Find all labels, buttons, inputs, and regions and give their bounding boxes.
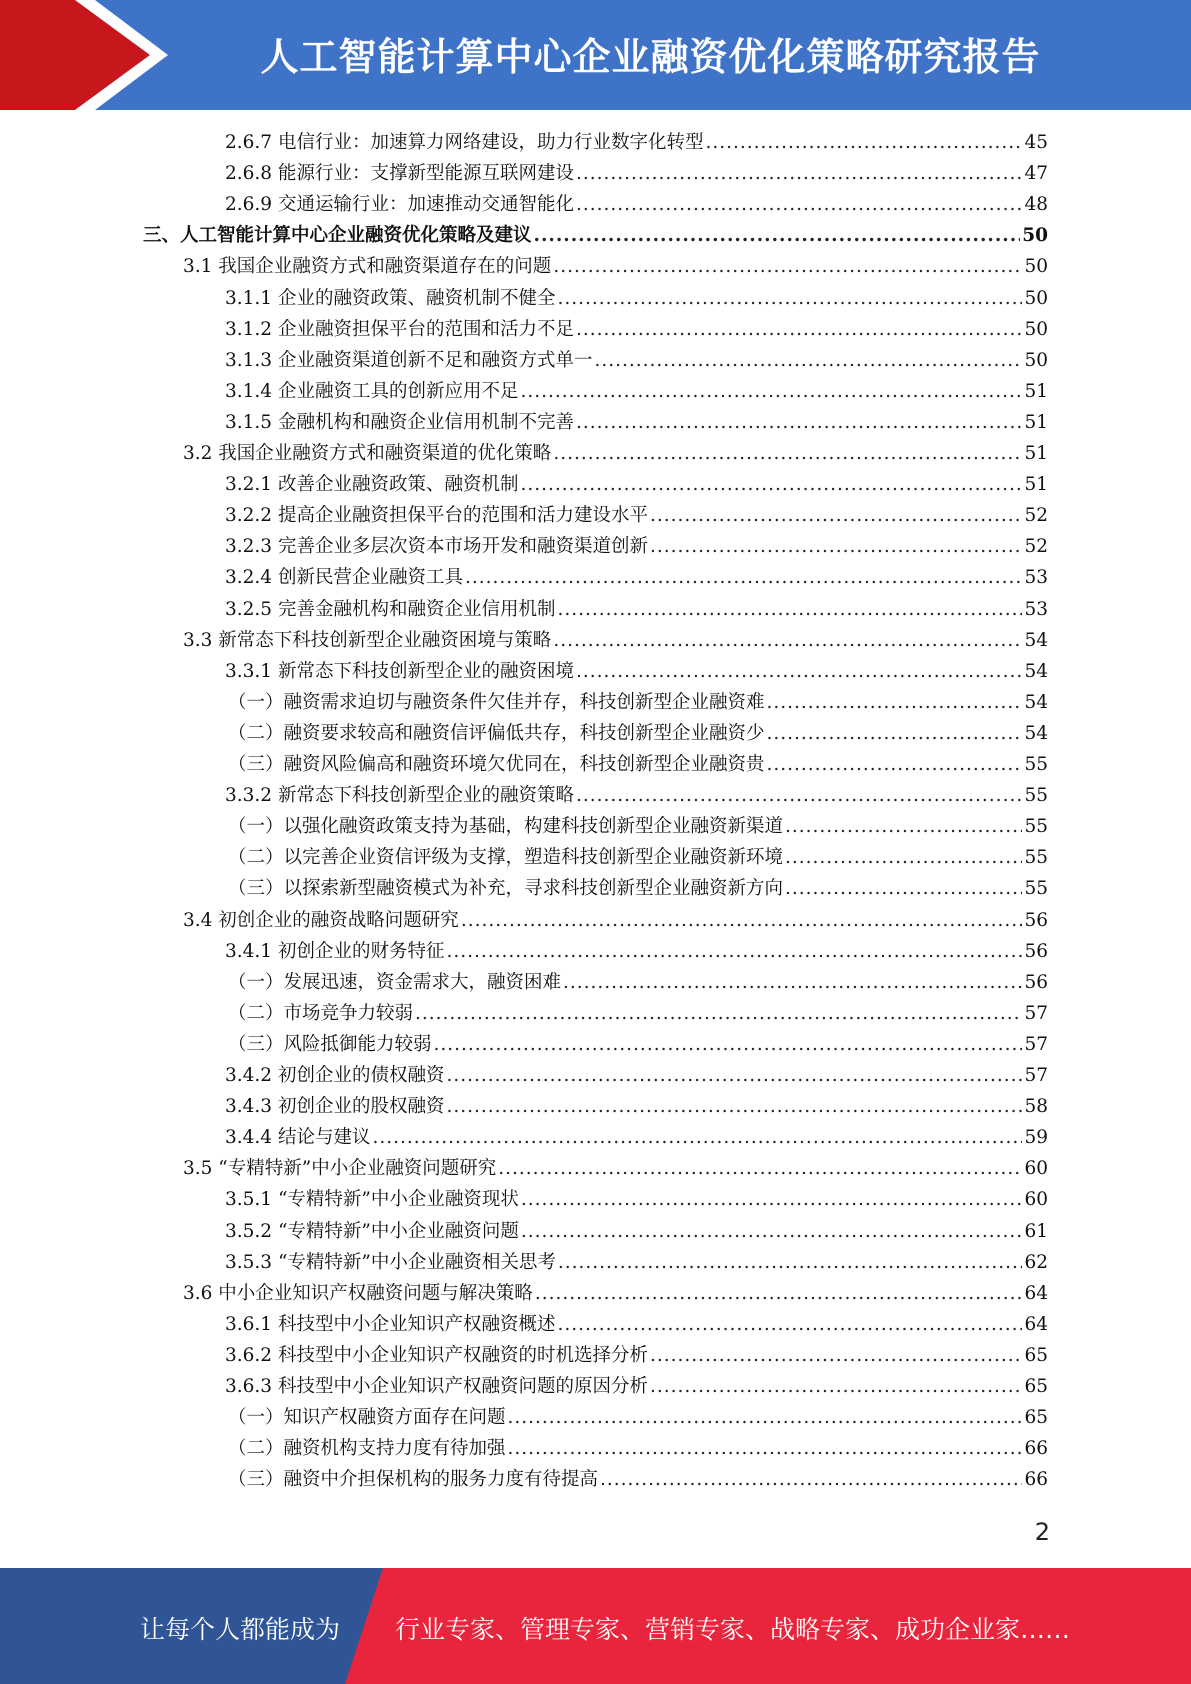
toc-entry-title: 3.5.3 “专精特新”中小企业融资相关思考 bbox=[225, 1251, 556, 1273]
page-footer bbox=[0, 1568, 1191, 1684]
toc-leader-dots bbox=[650, 1340, 1022, 1371]
toc-entry-title: 3.6.3 科技型中小企业知识产权融资问题的原因分析 bbox=[225, 1376, 648, 1397]
toc-entry-page: 62 bbox=[1024, 1251, 1048, 1273]
toc-entry-title: 3.2 我国企业融资方式和融资渠道的优化策略 bbox=[183, 443, 552, 464]
toc-leader-dots bbox=[767, 718, 1023, 749]
toc-entry[interactable] bbox=[225, 376, 1048, 407]
toc-entry-page: 51 bbox=[1024, 411, 1048, 433]
toc-entry-title: 2.6.9 交通运输行业：加速推动交通智能化 bbox=[225, 194, 574, 216]
toc-leader-dots bbox=[557, 594, 1022, 625]
toc-entry-title: 3.1 我国企业融资方式和融资渠道存在的问题 bbox=[183, 256, 552, 278]
toc-entry[interactable] bbox=[143, 220, 1048, 251]
toc-entry-title: 3.3.1 新常态下科技创新型企业的融资困境 bbox=[225, 660, 574, 682]
toc-entry-page: 60 bbox=[1024, 1158, 1048, 1180]
toc-entry-page: 64 bbox=[1024, 1282, 1048, 1304]
toc-entry-title: 三、人工智能计算中心企业融资优化策略及建议 bbox=[143, 225, 532, 247]
toc-entry[interactable] bbox=[228, 842, 1048, 873]
toc-entry-title: （一）发展迅速，资金需求大，融资困难 bbox=[228, 971, 562, 993]
toc-entry-page: 58 bbox=[1024, 1096, 1048, 1118]
toc-leader-dots bbox=[521, 1216, 1023, 1247]
toc-entry-page: 52 bbox=[1024, 505, 1048, 527]
toc-entry-page: 54 bbox=[1024, 660, 1048, 682]
toc-leader-dots bbox=[434, 1029, 1023, 1060]
toc-leader-dots bbox=[576, 158, 1022, 189]
toc-leader-dots bbox=[558, 1247, 1023, 1278]
toc-leader-dots bbox=[557, 283, 1022, 314]
toc-leader-dots bbox=[461, 905, 1023, 936]
toc-entry-title: （三）风险抵御能力较弱 bbox=[228, 1033, 432, 1055]
toc-entry-page: 50 bbox=[1024, 287, 1048, 309]
toc-entry-page: 50 bbox=[1022, 225, 1048, 247]
toc-entry[interactable] bbox=[225, 407, 1048, 438]
toc-entry-page: 53 bbox=[1024, 598, 1048, 620]
toc-entry[interactable] bbox=[225, 562, 1048, 593]
toc-leader-dots bbox=[498, 1153, 1022, 1184]
toc-entry-title: （三）融资风险偏高和融资环境欠优同在，科技创新型企业融资贵 bbox=[228, 754, 765, 775]
toc-entry-title: 3.6 中小企业知识产权融资问题与解决策略 bbox=[183, 1282, 533, 1304]
toc-leader-dots bbox=[785, 873, 1022, 904]
toc-leader-dots bbox=[415, 998, 1022, 1029]
toc-leader-dots bbox=[785, 811, 1022, 842]
toc-entry[interactable] bbox=[228, 687, 1048, 718]
toc-entry[interactable] bbox=[225, 1309, 1048, 1340]
toc-entry-page: 48 bbox=[1024, 194, 1048, 216]
toc-entry[interactable] bbox=[225, 158, 1048, 189]
toc-leader-dots bbox=[594, 345, 1022, 376]
toc-entry-page: 55 bbox=[1024, 785, 1048, 807]
toc-entry[interactable] bbox=[228, 873, 1048, 904]
toc-leader-dots bbox=[785, 842, 1022, 873]
toc-entry-title: 3.5 “专精特新”中小企业融资问题研究 bbox=[183, 1158, 497, 1180]
toc-entry[interactable] bbox=[225, 1060, 1048, 1091]
toc-entry-page: 50 bbox=[1024, 349, 1048, 371]
toc-entry[interactable] bbox=[228, 998, 1048, 1029]
toc-entry[interactable] bbox=[225, 531, 1048, 562]
toc-entry-title: 3.1.3 企业融资渠道创新不足和融资方式单一 bbox=[225, 349, 593, 371]
toc-entry-title: 3.2.5 完善金融机构和融资企业信用机制 bbox=[225, 598, 556, 620]
toc-entry[interactable] bbox=[225, 1247, 1048, 1278]
toc-entry-title: 3.1.2 企业融资担保平台的范围和活力不足 bbox=[225, 318, 574, 340]
toc-entry-title: 3.2.4 创新民营企业融资工具 bbox=[225, 567, 463, 589]
toc-leader-dots bbox=[535, 1278, 1023, 1309]
toc-entry-title: （一）融资需求迫切与融资条件欠佳并存，科技创新型企业融资难 bbox=[228, 691, 765, 713]
toc-entry[interactable] bbox=[183, 1153, 1048, 1184]
toc-entry-title: （一）以强化融资政策支持为基础，构建科技创新型企业融资新渠道 bbox=[228, 816, 784, 838]
toc-leader-dots bbox=[557, 1309, 1022, 1340]
footer-slogan-left: 让每个人都能成为 bbox=[140, 1615, 341, 1644]
toc-entry[interactable] bbox=[225, 189, 1048, 220]
toc-leader-dots bbox=[600, 1464, 1022, 1495]
toc-entry-page: 65 bbox=[1024, 1376, 1048, 1397]
toc-leader-dots bbox=[465, 562, 1022, 593]
toc-entry[interactable] bbox=[225, 500, 1048, 531]
toc-entry-title: 3.4.4 结论与建议 bbox=[225, 1127, 371, 1149]
toc-entry-page: 57 bbox=[1024, 1065, 1048, 1086]
toc-entry-title: 3.2.1 改善企业融资政策、融资机制 bbox=[225, 474, 519, 496]
toc-leader-dots bbox=[508, 1433, 1023, 1464]
toc-entry[interactable] bbox=[228, 749, 1048, 780]
toc-entry-title: （三）融资中介担保机构的服务力度有待提高 bbox=[228, 1469, 599, 1491]
toc-entry[interactable] bbox=[225, 1216, 1048, 1247]
toc-entry-page: 50 bbox=[1024, 318, 1048, 340]
toc-entry-page: 57 bbox=[1024, 1033, 1048, 1055]
toc-leader-dots bbox=[446, 1060, 1022, 1091]
toc-leader-dots bbox=[553, 251, 1022, 282]
toc-leader-dots bbox=[553, 625, 1022, 656]
toc-entry-title: 2.6.7 电信行业：加速算力网络建设，助力行业数字化转型 bbox=[225, 132, 704, 153]
toc-leader-dots bbox=[372, 1122, 1022, 1153]
toc-entry-page: 52 bbox=[1024, 536, 1048, 558]
toc-entry-title: 3.2.2 提高企业融资担保平台的范围和活力建设水平 bbox=[225, 505, 648, 527]
document-title: 人工智能计算中心企业融资优化策略研究报告 bbox=[260, 35, 1041, 79]
toc-leader-dots bbox=[650, 1371, 1022, 1402]
toc-entry-page: 61 bbox=[1024, 1220, 1048, 1242]
toc-entry-page: 55 bbox=[1024, 847, 1048, 869]
toc-leader-dots bbox=[563, 967, 1022, 998]
toc-leader-dots bbox=[576, 780, 1022, 811]
toc-entry[interactable] bbox=[228, 1433, 1048, 1464]
toc-entry-page: 64 bbox=[1024, 1313, 1048, 1335]
toc-leader-dots bbox=[534, 220, 1021, 251]
toc-entry-title: （二）市场竞争力较弱 bbox=[228, 1002, 414, 1024]
toc-entry[interactable] bbox=[225, 1091, 1048, 1122]
toc-entry[interactable] bbox=[225, 1340, 1048, 1371]
toc-entry-page: 59 bbox=[1024, 1127, 1048, 1149]
toc-entry-title: 3.3 新常态下科技创新型企业融资困境与策略 bbox=[183, 629, 552, 651]
toc-entry[interactable] bbox=[183, 1278, 1048, 1309]
toc-leader-dots bbox=[576, 407, 1022, 438]
footer-slogan-right: 行业专家、管理专家、营销专家、战略专家、成功企业家…… bbox=[395, 1615, 1071, 1644]
toc-leader-dots bbox=[446, 1091, 1022, 1122]
toc-entry-title: 3.6.1 科技型中小企业知识产权融资概述 bbox=[225, 1313, 556, 1335]
toc-entry[interactable] bbox=[183, 438, 1048, 469]
toc-entry-page: 51 bbox=[1024, 474, 1048, 496]
toc-entry[interactable] bbox=[225, 345, 1048, 376]
toc-entry-title: 3.4 初创企业的融资战略问题研究 bbox=[183, 909, 459, 931]
toc-entry[interactable] bbox=[183, 905, 1048, 936]
toc-entry-page: 53 bbox=[1024, 567, 1048, 589]
toc-entry[interactable] bbox=[228, 1464, 1048, 1495]
toc-entry-page: 54 bbox=[1024, 629, 1048, 651]
toc-entry-page: 51 bbox=[1024, 443, 1048, 464]
toc-entry-title: 3.4.3 初创企业的股权融资 bbox=[225, 1096, 445, 1118]
toc-entry[interactable] bbox=[228, 1402, 1048, 1433]
toc-entry-page: 45 bbox=[1024, 132, 1048, 153]
toc-entry[interactable] bbox=[225, 127, 1048, 158]
toc-entry[interactable] bbox=[225, 936, 1048, 967]
toc-leader-dots bbox=[520, 469, 1022, 500]
toc-entry[interactable] bbox=[225, 1371, 1048, 1402]
toc-entry[interactable] bbox=[225, 283, 1048, 314]
toc-entry-page: 56 bbox=[1024, 971, 1048, 993]
toc-leader-dots bbox=[553, 438, 1022, 469]
toc-entry-title: 2.6.8 能源行业：支撑新型能源互联网建设 bbox=[225, 163, 574, 185]
toc-entry[interactable] bbox=[225, 469, 1048, 500]
toc-entry-page: 47 bbox=[1024, 163, 1048, 185]
toc-entry-page: 51 bbox=[1024, 380, 1048, 402]
toc-entry-title: 3.6.2 科技型中小企业知识产权融资的时机选择分析 bbox=[225, 1344, 648, 1366]
toc-entry[interactable] bbox=[183, 625, 1048, 656]
toc-entry-title: 3.1.4 企业融资工具的创新应用不足 bbox=[225, 380, 519, 402]
toc-entry-title: 3.4.2 初创企业的债权融资 bbox=[225, 1065, 445, 1086]
toc-entry-page: 65 bbox=[1024, 1344, 1048, 1366]
toc-leader-dots bbox=[508, 1402, 1023, 1433]
toc-entry-page: 55 bbox=[1024, 816, 1048, 838]
toc-entry-title: （一）知识产权融资方面存在问题 bbox=[228, 1407, 506, 1429]
page-header bbox=[0, 0, 1191, 110]
toc-entry-page: 66 bbox=[1024, 1438, 1048, 1460]
toc-entry-page: 65 bbox=[1024, 1407, 1048, 1429]
toc-leader-dots bbox=[705, 127, 1022, 158]
toc-entry[interactable] bbox=[225, 656, 1048, 687]
toc-entry[interactable] bbox=[228, 811, 1048, 842]
toc-entry-title: 3.4.1 初创企业的财务特征 bbox=[225, 940, 445, 962]
toc-entry-title: 3.1.5 金融机构和融资企业信用机制不完善 bbox=[225, 411, 574, 433]
toc-entry[interactable] bbox=[183, 251, 1048, 282]
toc-entry[interactable] bbox=[225, 1122, 1048, 1153]
toc-entry-page: 57 bbox=[1024, 1002, 1048, 1024]
toc-leader-dots bbox=[576, 189, 1022, 220]
toc-entry-title: 3.2.3 完善企业多层次资本市场开发和融资渠道创新 bbox=[225, 536, 648, 558]
toc-entry[interactable] bbox=[225, 594, 1048, 625]
toc-leader-dots bbox=[767, 749, 1023, 780]
toc-entry[interactable] bbox=[225, 780, 1048, 811]
page-number: 2 bbox=[1034, 1518, 1050, 1546]
toc-entry-title: （三）以探索新型融资模式为补充，寻求科技创新型企业融资新方向 bbox=[228, 878, 784, 900]
toc-entry-page: 60 bbox=[1024, 1189, 1048, 1211]
toc-entry-page: 54 bbox=[1024, 691, 1048, 713]
toc-leader-dots bbox=[576, 656, 1022, 687]
toc-entry-page: 55 bbox=[1024, 878, 1048, 900]
toc-entry[interactable] bbox=[228, 967, 1048, 998]
toc-leader-dots bbox=[521, 1184, 1023, 1215]
toc-leader-dots bbox=[650, 500, 1022, 531]
toc-leader-dots bbox=[650, 531, 1022, 562]
toc-entry-page: 66 bbox=[1024, 1469, 1048, 1491]
toc-entry-title: 3.5.1 “专精特新”中小企业融资现状 bbox=[225, 1189, 519, 1211]
toc-entry-title: （二）融资要求较高和融资信评偏低共存，科技创新型企业融资少 bbox=[228, 722, 765, 744]
toc-entry-page: 55 bbox=[1024, 754, 1048, 775]
toc-entry-title: 3.3.2 新常态下科技创新型企业的融资策略 bbox=[225, 785, 574, 807]
toc-leader-dots bbox=[520, 376, 1022, 407]
toc-leader-dots bbox=[767, 687, 1023, 718]
toc-entry-page: 56 bbox=[1024, 909, 1048, 931]
toc-entry-page: 50 bbox=[1024, 256, 1048, 278]
toc-entry-title: 3.1.1 企业的融资政策、融资机制不健全 bbox=[225, 287, 556, 309]
toc-entry-page: 54 bbox=[1024, 722, 1048, 744]
toc-entry[interactable] bbox=[228, 1029, 1048, 1060]
toc-entry[interactable] bbox=[225, 1184, 1048, 1215]
toc-entry-title: （二）融资机构支持力度有待加强 bbox=[228, 1438, 506, 1460]
toc-entry-title: （二）以完善企业资信评级为支撑，塑造科技创新型企业融资新环境 bbox=[228, 847, 784, 869]
toc-entry[interactable] bbox=[228, 718, 1048, 749]
toc-entry[interactable] bbox=[225, 314, 1048, 345]
toc-leader-dots bbox=[446, 936, 1022, 967]
toc-leader-dots bbox=[576, 314, 1022, 345]
toc-entry-page: 56 bbox=[1024, 940, 1048, 962]
toc-entry-title: 3.5.2 “专精特新”中小企业融资问题 bbox=[225, 1220, 519, 1242]
